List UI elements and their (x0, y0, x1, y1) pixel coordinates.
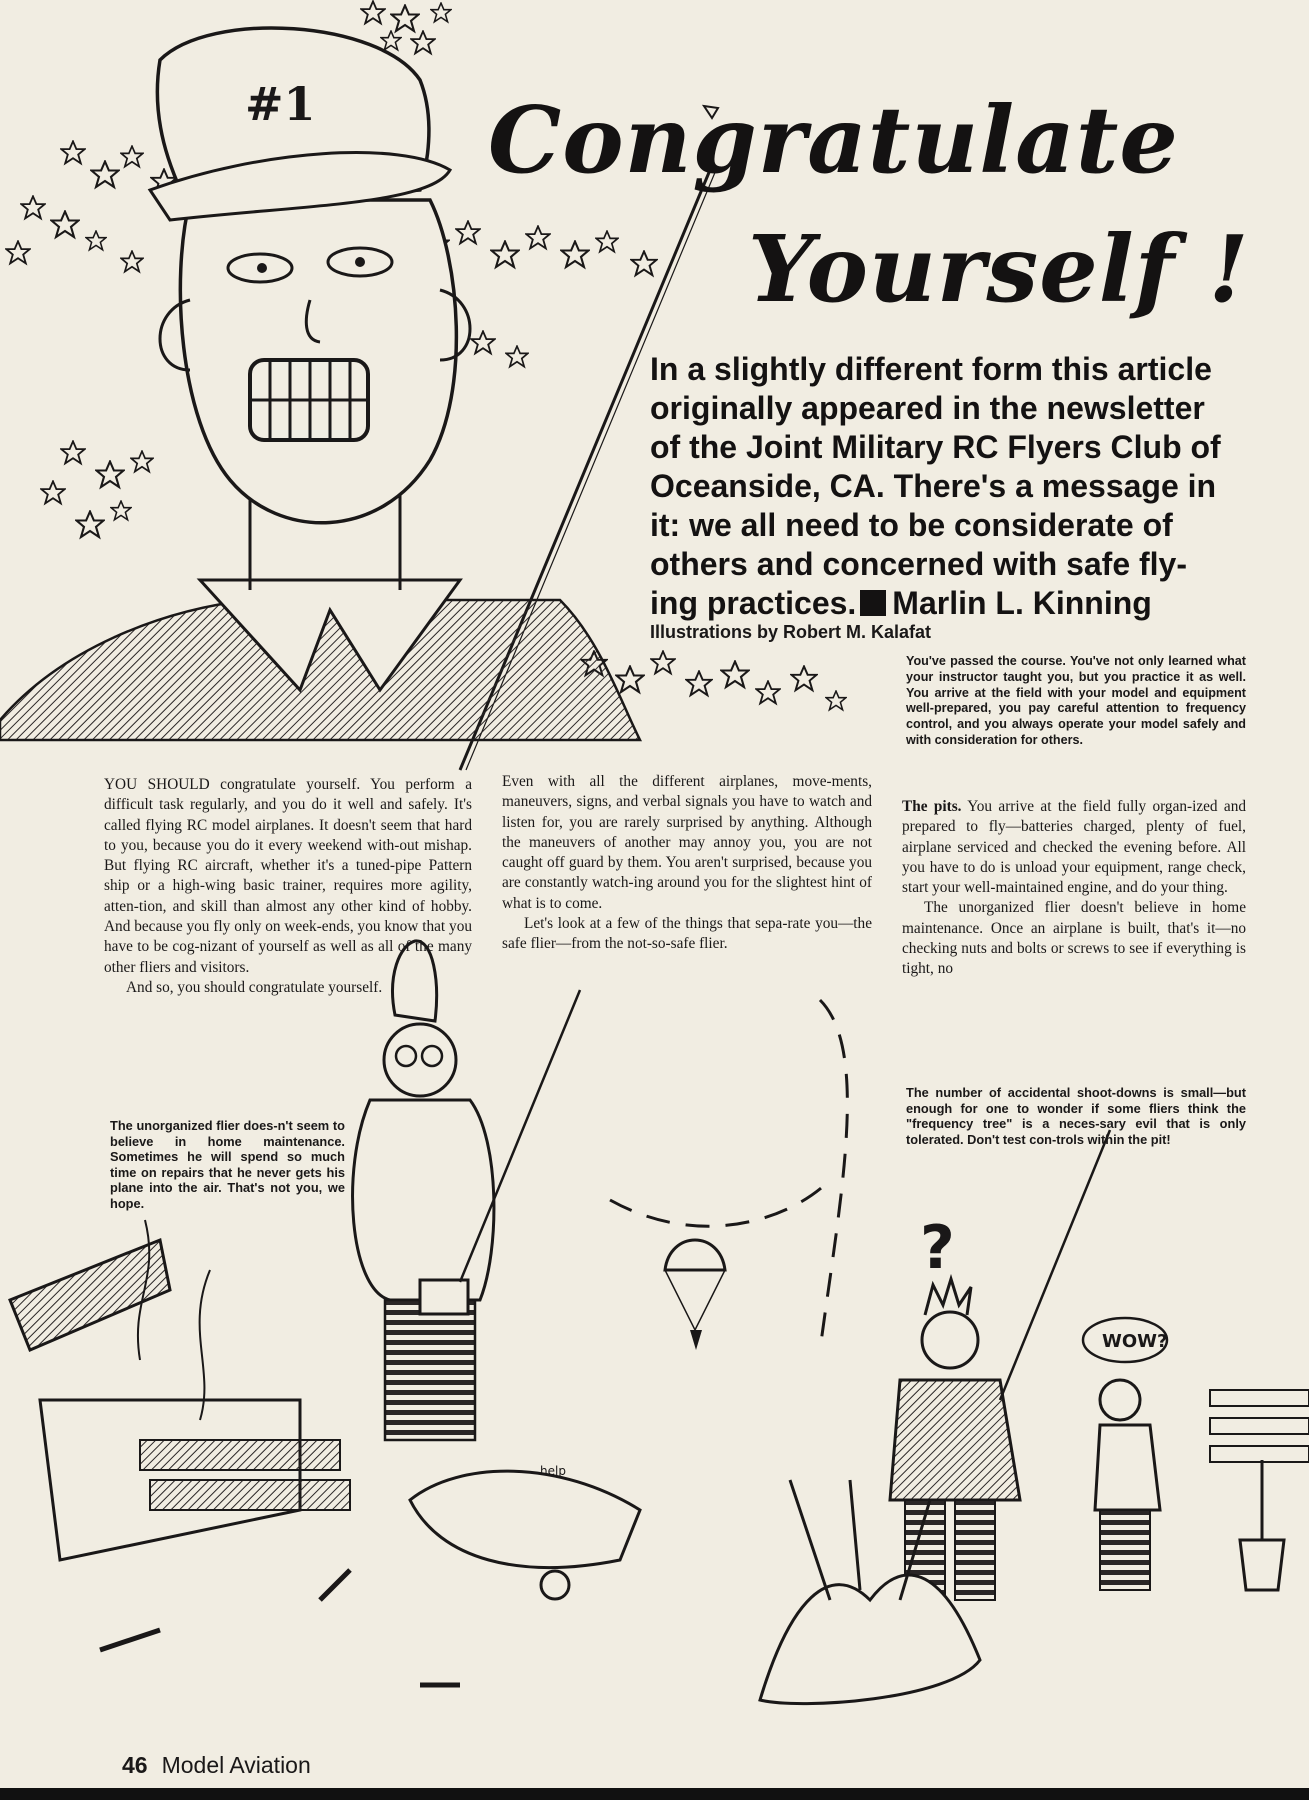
safe-flier-illustration (760, 1130, 1110, 1704)
intro-text: In a slightly different form this article originally appeared in the newsletter of the Joint Military RC Flyers Club of Oceanside, CA. There's a message in it: we all need to be considerate of others and concerned with safe fly-ing practices. (650, 351, 1221, 621)
intro-deck (650, 350, 1230, 623)
magazine-name: Model Aviation (161, 1752, 311, 1778)
page-footer (122, 1752, 311, 1779)
body-column-1 (104, 775, 472, 998)
body-paragraph: The pits. You arrive at the field fully organ-ized and prepared to fly—batteries charged, plenty of fuel, airplane serviced and checked the evening before. All you have to do is unload your equipment, range check, start your well-maintained engine, and do your thing. (902, 798, 1247, 897)
spectator-illustration (1083, 1318, 1167, 1590)
bottom-edge (0, 1788, 1309, 1800)
headline-line-1: Congratulate (488, 86, 1179, 194)
square-bullet-icon (860, 590, 886, 616)
illustration-credit: Illustrations by Robert M. Kalafat (650, 622, 932, 642)
svg-text:help: help (540, 1464, 566, 1478)
transmitter-icon (420, 1280, 468, 1314)
caption-left: The unorganized flier does-n't seem to believe in home maintenance. Sometimes he will spend so much time on repairs that he never gets his plane into the air. That's not you, we hope. (110, 1118, 345, 1211)
caption-right: The number of accidental shoot-downs is small—but enough for one to wonder if some fliers think the "frequency tree" is a neces-sary evil that is only tolerated. Don't test con-trols within the pit! (906, 1085, 1246, 1147)
svg-text:?: ? (920, 1213, 955, 1283)
body-paragraph: And so, you should congratulate yourself. (126, 978, 383, 996)
frequency-board-icon (1210, 1390, 1309, 1590)
cap-badge: #1 (245, 77, 316, 131)
svg-text:WOW?: WOW? (1102, 1331, 1168, 1352)
headline-line-2: Yourself ! (748, 215, 1250, 323)
page-number: 46 (122, 1752, 148, 1778)
body-paragraph: Even with all the different airplanes, move-ments, maneuvers, signs, and verbal signals you have to watch and listen for, you are rarely surprised by anything. Although the maneuvers of another may annoy you, you are not caught off guard by them. You aren't surprised, because you are constantly watch-ing around you for the slightest hint of what is to come. (502, 773, 872, 912)
body-column-2 (502, 772, 872, 955)
body-paragraph: The unorganized flier doesn't believe in home maintenance. Once an airplane is built, that's it—no checking nuts and bolts or screws to see if everything is tight, no (902, 899, 1246, 978)
body-paragraph: Let's look at a few of the things that sepa-rate you—the safe flier—from the not-so-safe flier. (502, 915, 872, 953)
body-paragraph: YOU SHOULD congratulate yourself. You perform a difficult task regularly, and you do it well and safely. It's called flying RC model airplanes. It doesn't seem that hard to you, because you do it every weekend with-out mishap. But flying RC aircraft, whether it's a tuned-pipe Pattern ship or a high-wing basic trainer, requires more agility, atten-tion, and skill than almost any other kind of hobby. And because you fly only on week-ends, you know that you have to be cog-nizant of yourself as well as all of the many other fliers and visitors. (104, 776, 472, 976)
body-column-3 (902, 797, 1246, 980)
parachute-icon (665, 1240, 725, 1350)
section-heading: The pits. (902, 798, 962, 815)
lead-paragraph: You've passed the course. You've not only learned what your instructor taught you, but you practice it as well. You arrive at the field with your model and equipment well-prepared, you pay careful attention to frequency control, and you always operate your model safely and with consideration for others. (906, 654, 1246, 747)
author-name: Marlin L. Kinning (892, 585, 1152, 621)
unorganized-flier-illustration (353, 941, 580, 1440)
